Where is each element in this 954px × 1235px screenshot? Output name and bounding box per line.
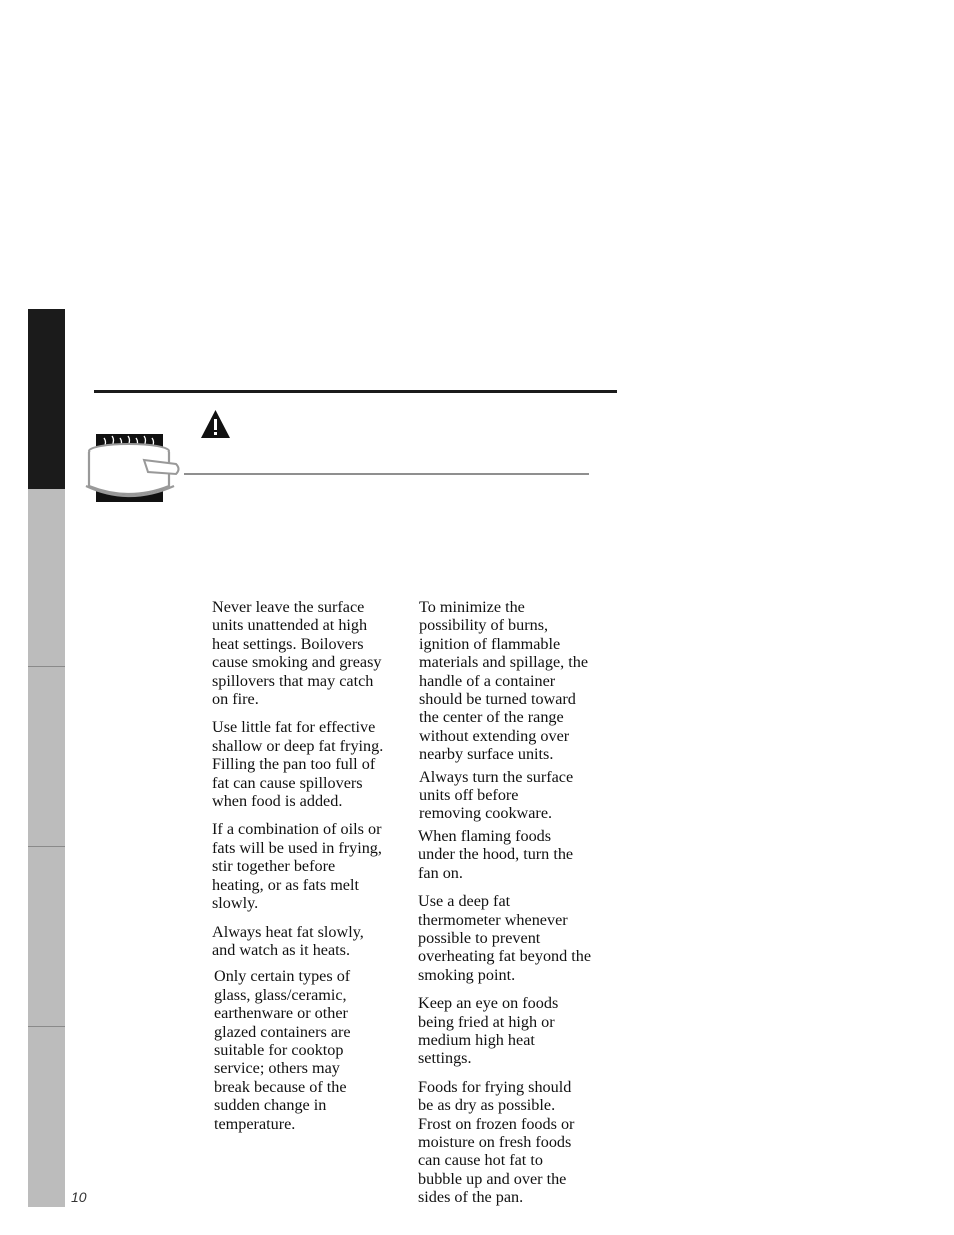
warning-triangle-icon [200, 409, 231, 444]
paragraph: Use little fat for effective shallow or deep fat frying. Filling the pan too full of fat can cause spillovers when food is added. [212, 718, 384, 811]
right-column [418, 598, 593, 1207]
page-number: 10 [71, 1189, 87, 1205]
tab-divider [28, 1026, 65, 1027]
paragraph: Use a deep fat thermometer whenever possible to prevent overheating fat beyond the smoking point. [418, 892, 592, 984]
tab-divider [28, 846, 65, 847]
section-rule [94, 390, 617, 393]
paragraph: Keep an eye on foods being fried at high or medium high heat settings. [418, 994, 559, 1068]
tab-divider [28, 666, 65, 667]
paragraph: Never leave the surface units unattended at high heat settings. Boilovers cause smoking and greasy spillovers that may catch on fire. [212, 598, 382, 709]
paragraph: When flaming foods under the hood, turn the fan on. [418, 826, 574, 882]
left-column [212, 598, 387, 1133]
boiling-pot-icon [84, 432, 182, 509]
section-tabs [28, 489, 65, 1207]
paragraph: Always heat fat slowly, and watch as it heats. [212, 922, 364, 959]
paragraph: Only certain types of glass, glass/ceramic, earthenware or other glazed containers are suitable for cooktop service; others may break because of the sudden change in temperature. [214, 967, 351, 1133]
paragraph: Foods for frying should be as dry as possible. Frost on frozen foods or moisture on fresh foods can cause hot fat to bubble up and over the sides of the pan. [418, 1077, 575, 1207]
paragraph: To minimize the possibility of burns, ignition of flammable materials and spillage, the handle of a container should be turned toward the center of the range without extending over nearby surface units. [419, 598, 589, 764]
paragraph: If a combination of oils or fats will be used in frying, stir together before heating, or as fats melt slowly. [212, 820, 382, 913]
paragraph: Always turn the surface units off before removing cookware. [419, 767, 574, 823]
heading-underline [184, 473, 589, 475]
section-tab-active [28, 309, 65, 489]
